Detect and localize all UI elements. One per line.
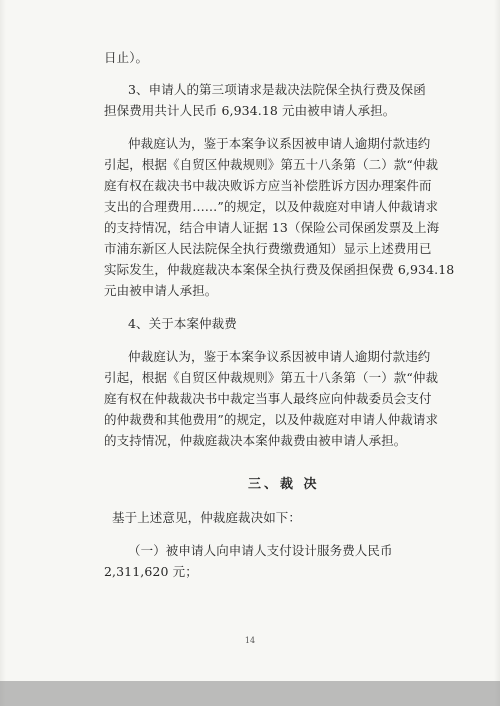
text-line: 的支持情况，仲裁庭裁决本案仲裁费由被申请人承担。	[104, 433, 407, 448]
text-line: 4、关于本案仲裁费	[128, 316, 237, 331]
text-line: 的支持情况，结合申请人证据 13（保险公司保函发票及上海	[104, 220, 440, 235]
text-line: 市浦东新区人民法院保全执行费缴费通知）显示上述费用已	[104, 241, 432, 256]
text-line: 担保费用共计人民币 6,934.18 元由被申请人承担。	[104, 103, 396, 118]
section-heading: 三、裁 决	[248, 477, 320, 492]
text-line: 元由被申请人承担。	[104, 283, 218, 298]
page-number: 14	[244, 636, 256, 645]
text-line: 基于上述意见，仲裁庭裁决如下：	[112, 510, 302, 525]
text-line: 仲裁庭认为，鉴于本案争议系因被申请人逾期付款违约	[128, 136, 431, 151]
scan-edge-left	[0, 0, 6, 706]
text-line: 实际发生，仲裁庭裁决本案保全执行费及保函担保费 6,934.18	[104, 262, 455, 277]
text-line: 引起，根据《自贸区仲裁规则》第五十八条第（一）款“仲裁	[104, 370, 439, 385]
text-line: 日止）。	[104, 50, 149, 65]
text-line: 2,311,620 元；	[104, 564, 198, 579]
text-line: （一）被申请人向申请人支付设计服务费人民币	[128, 543, 393, 558]
text-line: 庭有权在仲裁裁决书中裁定当事人最终应向仲裁委员会支付	[104, 391, 432, 406]
scan-bottom-band	[0, 681, 500, 706]
text-line: 的仲裁费和其他费用”的规定，以及仲裁庭对申请人仲裁请求	[104, 412, 439, 427]
scan-edge-right	[494, 0, 500, 706]
text-line: 引起，根据《自贸区仲裁规则》第五十八条第（二）款“仲裁	[104, 157, 439, 172]
text-line: 仲裁庭认为，鉴于本案争议系因被申请人逾期付款违约	[128, 349, 431, 364]
text-line: 庭有权在裁决书中裁决败诉方应当补偿胜诉方因办理案件而	[104, 178, 432, 193]
text-line: 3、申请人的第三项请求是裁决法院保全执行费及保函	[128, 82, 426, 97]
text-line: 支出的合理费用……”的规定，以及仲裁庭对申请人仲裁请求	[104, 199, 439, 214]
